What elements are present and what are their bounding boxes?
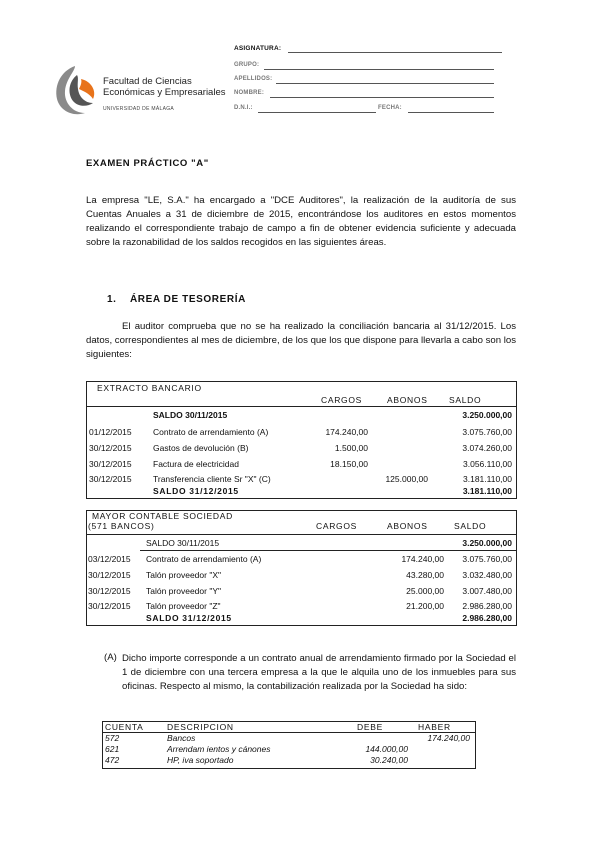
nombre-field[interactable] [270, 97, 494, 98]
fecha-field[interactable] [408, 112, 494, 113]
university-name: UNIVERSIDAD DE MÁLAGA [103, 106, 175, 112]
row-concept: Talón proveedor "Y" [146, 586, 222, 596]
row-cargo: 174.240,00 [325, 427, 368, 437]
row-cargo: 1.500,00 [334, 443, 368, 453]
faculty-logo [51, 63, 99, 119]
dni-field[interactable] [258, 112, 376, 113]
mayor-col-cargos: CARGOS [316, 521, 358, 531]
section-number: 1. [107, 294, 117, 305]
row-concept: Transferencia cliente Sr "X" (C) [153, 474, 271, 484]
row-date: 30/12/2015 [89, 459, 132, 469]
row-date: 30/12/2015 [89, 443, 132, 453]
row-saldo: 3.075.760,00 [462, 554, 512, 564]
row-abono: 21.200,00 [406, 601, 444, 611]
asiento-col-cuenta: CUENTA [105, 722, 144, 732]
faculty-name-line2: Económicas y Empresariales [103, 87, 226, 98]
note-a-label: (A) [104, 652, 117, 663]
row-saldo: 3.056.110,00 [463, 459, 512, 469]
exam-title: EXAMEN PRÁCTICO "A" [86, 158, 209, 169]
mayor-header-divider [86, 534, 516, 535]
mayor-col-saldo: SALDO [454, 521, 487, 531]
row-abono: 125.000,00 [385, 474, 428, 484]
extracto-col-cargos: CARGOS [321, 395, 363, 405]
section-paragraph: El auditor comprueba que no se ha realizado la conciliación bancaria al 31/12/2015. Los datos, correspondientes al mes de diciembre, de los que los que dispone para llevarla a cabo son los siguientes: [86, 321, 516, 360]
row-cuenta: 621 [105, 744, 120, 754]
asiento-col-descripcion: DESCRIPCION [167, 722, 234, 732]
extracto-title: EXTRACTO BANCARIO [97, 383, 202, 393]
row-date: 30/12/2015 [88, 570, 131, 580]
grupo-label: GRUPO: [234, 62, 260, 68]
row-descripcion: HP, iva soportado [167, 755, 234, 765]
section-heading [107, 294, 246, 305]
row-concept: Contrato de arrendamiento (A) [153, 427, 269, 437]
asignatura-label: ASIGNATURA: [234, 45, 282, 52]
intro-paragraph: La empresa "LE, S.A." ha encargado a "DCE Auditores", la realización de la auditoría de sus Cuentas Anuales a 31 de diciembre de 2015, encontrándose los auditores en estos momentos realizando el correspondiente trabajo de campo a fin de obtener evidencia suficiente y adecuada sobre la razonabilidad de los saldos recogidos en las siguientes áreas. [86, 195, 516, 248]
row-debe: 30.240,00 [370, 755, 408, 765]
row-abono: 43.280,00 [406, 570, 444, 580]
extracto-saldo-ini-label: SALDO 30/11/2015 [153, 410, 228, 420]
row-abono: 174.240,00 [401, 554, 444, 564]
row-descripcion: Arrendam ientos y cánones [167, 744, 271, 754]
asiento-col-haber: HABER [418, 722, 451, 732]
mayor-saldo-fin: 2.986.280,00 [462, 613, 512, 623]
row-debe: 144.000,00 [365, 744, 408, 754]
row-saldo: 3.007.480,00 [462, 586, 512, 596]
mayor-saldo-ini: 3.250.000,00 [462, 538, 512, 548]
faculty-name [103, 76, 226, 115]
apellidos-field[interactable] [276, 83, 494, 84]
mayor-col-abonos: ABONOS [387, 521, 428, 531]
mayor-saldo-ini-label: SALDO 30/11/2015 [146, 538, 220, 548]
extracto-header-divider [86, 406, 516, 407]
dni-label: D.N.I.: [234, 105, 253, 111]
row-saldo: 3.032.480,00 [462, 570, 512, 580]
extracto-col-abonos: ABONOS [387, 395, 428, 405]
row-descripcion: Bancos [167, 733, 196, 743]
apellidos-label: APELLIDOS: [234, 76, 273, 82]
row-saldo: 2.986.280,00 [462, 601, 512, 611]
row-cargo: 18.150,00 [330, 459, 368, 469]
row-date: 30/12/2015 [88, 586, 131, 596]
row-date: 30/12/2015 [89, 474, 132, 484]
mayor-saldo-divider [140, 550, 516, 551]
row-cuenta: 572 [105, 733, 120, 743]
row-concept: Talón proveedor "Z" [146, 601, 221, 611]
mayor-title-line1: MAYOR CONTABLE SOCIEDAD [92, 511, 233, 521]
extracto-col-saldo: SALDO [449, 395, 482, 405]
row-abono: 25.000,00 [406, 586, 444, 596]
note-a-text: Dicho importe corresponde a un contrato anual de arrendamiento firmado por la Sociedad el 1 de diciembre con una tercera empresa a la que le alquila uno de los inmuebles para sus oficinas. Respecto al mismo, la contabilización realizada por la Sociedad ha sido: [122, 653, 516, 692]
row-cuenta: 472 [105, 755, 120, 765]
faculty-name-line1: Facultad de Ciencias [103, 76, 192, 87]
row-saldo: 3.181.110,00 [463, 474, 512, 484]
row-date: 01/12/2015 [89, 427, 132, 437]
section-title: ÁREA DE TESORERÍA [129, 294, 246, 305]
row-date: 30/12/2015 [88, 601, 131, 611]
nombre-label: NOMBRE: [234, 90, 265, 96]
row-saldo: 3.075.760,00 [462, 427, 512, 437]
fecha-label: FECHA: [378, 105, 402, 111]
extracto-saldo-fin: 3.181.110,00 [462, 486, 512, 496]
mayor-title-line2: (571 BANCOS) [88, 521, 155, 531]
row-date: 03/12/2015 [88, 554, 131, 564]
extracto-saldo-ini: 3.250.000,00 [462, 410, 512, 420]
mayor-saldo-fin-label: SALDO 31/12/2015 [146, 613, 232, 623]
asignatura-field[interactable] [288, 52, 502, 53]
asiento-col-debe: DEBE [357, 722, 383, 732]
row-haber: 174.240,00 [427, 733, 470, 743]
row-concept: Contrato de arrendamiento (A) [146, 554, 262, 564]
row-concept: Factura de electricidad [153, 459, 239, 469]
extracto-saldo-fin-label: SALDO 31/12/2015 [153, 486, 239, 496]
grupo-field[interactable] [264, 69, 494, 70]
row-saldo: 3.074.260,00 [462, 443, 512, 453]
row-concept: Talón proveedor "X" [146, 570, 222, 580]
row-concept: Gastos de devolución (B) [153, 443, 249, 453]
